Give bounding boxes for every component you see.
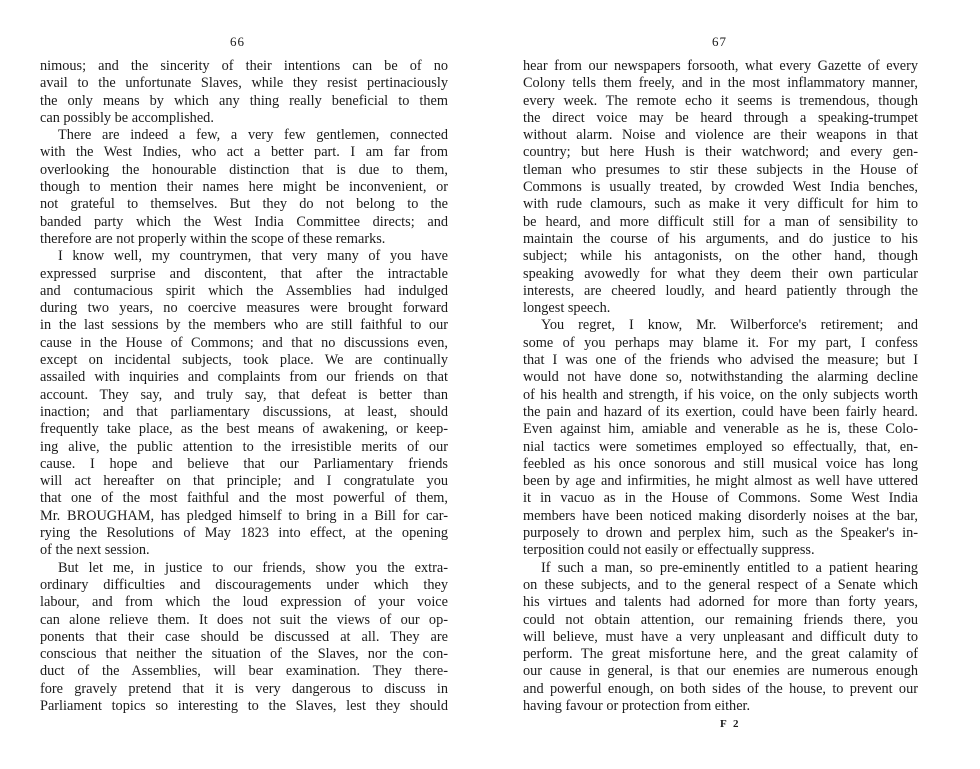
text-line: can alone relieve them. It does not suit the views of our op- xyxy=(40,611,448,628)
text-line: and powerful enough, on both sides of the house, to prevent our xyxy=(523,680,918,697)
text-line: If such a man, so pre-eminently entitled to a patient hearing xyxy=(541,559,918,576)
text-line: feebled as his once sonorous and still musical voice has long xyxy=(523,455,918,472)
text-line: therefore are not properly within the scope of these remarks. xyxy=(40,230,386,247)
text-line: I know well, my countrymen, that very many of you have xyxy=(58,248,448,265)
text-line: Mr. BROUGHAM, has pledged himself to bring in a Bill for car- xyxy=(40,507,448,524)
text-line: that one of the most faithful and the most powerful of them, xyxy=(40,490,448,507)
text-line: conscious that neither the situation of the Slaves, nor the con- xyxy=(40,646,448,663)
text-line: in the last sessions by the members who are still faithful to our xyxy=(40,317,448,334)
text-line: account. They say, and truly say, that defeat is better than xyxy=(40,386,448,403)
text-line: ing alive, the public attention to the irresistible merits of our xyxy=(40,438,448,455)
text-line: There are indeed a few, a very few gentlemen, connected xyxy=(58,127,448,144)
text-line: country; but here Hush is their watchword; and every gen- xyxy=(523,144,918,161)
text-line: members have been noticed making disorderly noises at the bar, xyxy=(523,507,918,524)
text-line: on these subjects, and to the general respect of a Senate which xyxy=(523,576,918,593)
text-line: speaking avowedly for what they deem their own particular xyxy=(523,265,918,282)
text-line: labour, and from which the loud expression of your voice xyxy=(40,594,448,611)
text-line: of his health and strength, if his voice, on the only subjects worth xyxy=(523,386,918,403)
text-line: can possibly be accomplished. xyxy=(40,109,214,126)
text-line: ordinary difficulties and discouragements under which they xyxy=(40,576,448,593)
text-line: could not obtain attention, our remaining friends there, you xyxy=(523,611,918,628)
text-line: nial tactics were sometimes employed so effectually, that, en- xyxy=(523,438,918,455)
page-number: 67 xyxy=(712,34,727,49)
signature-mark: F 2 xyxy=(720,718,741,730)
text-line: would not have done so, notwithstanding the alarming decline xyxy=(523,369,918,386)
text-line: terposition could not easily or effectually suppress. xyxy=(523,542,815,559)
text-line: been by age and infirmities, he might almost as well have uttered xyxy=(523,473,918,490)
text-line: assailed with inquiries and complaints from our friends on that xyxy=(40,369,448,386)
text-line: expressed surprise and discontent, that after the intractable xyxy=(40,265,448,282)
right-page xyxy=(490,0,980,769)
text-line: purposely to drown and perplex him, such as the Speaker's in- xyxy=(523,525,918,542)
text-line: avail to the unfortunate Slaves, while they resist pertinaciously xyxy=(40,75,448,92)
text-block xyxy=(40,58,448,715)
text-line: rying the Resolutions of May 1823 into effect, at the opening xyxy=(40,525,448,542)
text-line: frequently take place, as the best means of awakening, or keep- xyxy=(40,421,448,438)
text-line: longest speech. xyxy=(523,300,611,317)
text-line: the direct voice may be heard through a speaking-trumpet xyxy=(523,109,918,126)
text-line: during two years, no coercive measures were brought forward xyxy=(40,300,448,317)
text-line: be heard, and more difficult still for a man of sensibility to xyxy=(523,213,918,230)
text-line: not grateful to themselves. But they do not belong to the xyxy=(40,196,448,213)
text-line: fore gravely pretend that it is very dangerous to discuss in xyxy=(40,680,448,697)
text-line: tleman who presumes to stir these subjects in the House of xyxy=(523,161,918,178)
text-line: though to mention their names here might be inconvenient, or xyxy=(40,179,448,196)
text-line: Even against him, amiable and venerable as he is, these Colo- xyxy=(523,421,918,438)
text-line: some of you perhaps may blame it. For my part, I confess xyxy=(523,334,918,351)
text-line: the pain and hazard of its exertion, could have been fairly heard. xyxy=(523,403,918,420)
text-line: it in vacuo as in the House of Commons. Some West India xyxy=(523,490,918,507)
text-line: interests, are cheered loudly, and heard patiently through the xyxy=(523,282,918,299)
text-line: maintain the course of his arguments, and do justice to his xyxy=(523,230,918,247)
text-block xyxy=(523,58,918,715)
text-line: the only means by which any thing really beneficial to them xyxy=(40,92,448,109)
text-line: But let me, in justice to our friends, show you the extra- xyxy=(58,559,448,576)
page-number: 66 xyxy=(230,34,245,49)
text-line: ponents that their case should be discussed at all. They are xyxy=(40,628,448,645)
text-line: without alarm. Noise and violence are their weapons in that xyxy=(523,127,918,144)
text-line: overlooking the honourable distinction that is due to them, xyxy=(40,161,448,178)
text-line: having favour or protection from either. xyxy=(523,697,751,714)
text-line: that I was one of the friends who advised the measure; but I xyxy=(523,352,918,369)
text-line: every week. The remote echo it seems is tremendous, though xyxy=(523,92,918,109)
text-line: except on incidental subjects, took place. We are continually xyxy=(40,352,448,369)
text-line: and contumacious spirit which the Assemblies had indulged xyxy=(40,282,448,299)
text-line: our cause in general, is that our enemies are numerous enough xyxy=(523,663,918,680)
text-line: Parliament topics so interesting to the Slaves, lest they should xyxy=(40,697,448,714)
text-line: inaction; and that parliamentary discussions, at least, should xyxy=(40,403,448,420)
text-line: Colony tells them freely, and in the most inflammatory manner, xyxy=(523,75,918,92)
text-line: of the next session. xyxy=(40,542,150,559)
text-line: his virtues and talents had adorned for more than forty years, xyxy=(523,594,918,611)
text-line: Commons is usually treated, by crowded West India benches, xyxy=(523,179,918,196)
text-line: will act hereafter on that principle; and I congratulate you xyxy=(40,473,448,490)
text-line: You regret, I know, Mr. Wilberforce's retirement; and xyxy=(541,317,918,334)
text-line: will believe, must have a very unpleasant and difficult duty to xyxy=(523,628,918,645)
text-line: cause. I hope and believe that our Parliamentary friends xyxy=(40,455,448,472)
text-line: subject; while his antagonists, on the other hand, though xyxy=(523,248,918,265)
text-line: cause in the House of Commons; and that no discussions even, xyxy=(40,334,448,351)
text-line: with rude clamours, such as make it very difficult for him to xyxy=(523,196,918,213)
text-line: with the West Indies, who act a better part. I am far from xyxy=(40,144,448,161)
text-line: duct of the Assemblies, will bear examination. They there- xyxy=(40,663,448,680)
text-line: hear from our newspapers forsooth, what every Gazette of every xyxy=(523,58,918,74)
text-line: perform. The great misfortune here, and the great calamity of xyxy=(523,646,918,663)
text-line: banded party which the West India Committee directs; and xyxy=(40,213,448,230)
text-line: nimous; and the sincerity of their intentions can be of no xyxy=(40,58,448,74)
